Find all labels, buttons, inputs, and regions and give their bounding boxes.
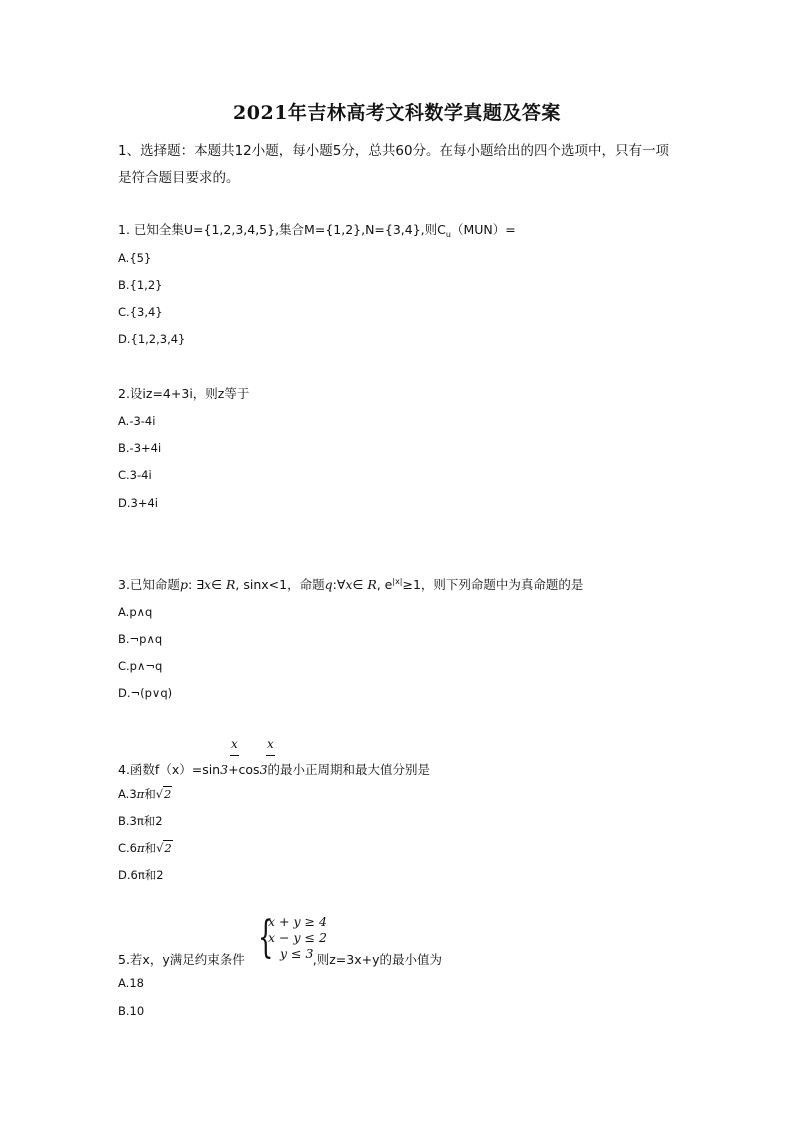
question-2-option-a: A.-3-4i xyxy=(118,414,156,428)
system-brace: { xyxy=(258,912,274,963)
fraction-bar-2 xyxy=(266,755,275,756)
sqrt-symbol: √2 xyxy=(156,841,172,855)
question-3-option-d: D.¬(p∨q) xyxy=(118,686,173,700)
question-2-option-c: C.3-4i xyxy=(118,468,152,482)
question-1-option-c: C.{3,4} xyxy=(118,305,163,319)
question-3-option-b: B.¬p∧q xyxy=(118,632,163,646)
constraint-2: x − y ≤ 2 xyxy=(268,930,327,945)
question-5-option-b: B.10 xyxy=(118,1004,145,1018)
question-4-option-b: B.3π和2 xyxy=(118,814,163,828)
question-1-option-b: B.{1,2} xyxy=(118,278,163,292)
constraint-3: y ≤ 3 xyxy=(280,946,314,961)
question-3-stem: 3.已知命题p: ∃x∈ R, sinx<1，命题q:∀x∈ R, $e^{|x|}\ge 1$，则下列命题中为真命题的是 xyxy=(118,577,584,592)
fraction-numerator-2: x xyxy=(267,737,274,751)
question-1-option-a: A.{5} xyxy=(118,251,152,265)
question-4-option-a: A.3π和√2 xyxy=(118,787,172,801)
question-1-stem: 1. 已知全集U={1,2,3,4,5},集合M={1,2},N={3,4},则$C_u(MUN)=$ xyxy=(118,222,516,239)
constraint-1: x + y ≥ 4 xyxy=(268,914,327,929)
fraction-numerator-1: x xyxy=(231,737,238,751)
question-3-option-c: C.p∧¬q xyxy=(118,659,163,673)
question-2-option-d: D.3+4i xyxy=(118,496,158,510)
sqrt-symbol: √2 xyxy=(155,787,172,801)
fraction-bar-1 xyxy=(230,755,239,756)
question-5-stem: 5.若x，y满足约束条件 ,则z=3x+y的最小值为 xyxy=(118,952,442,967)
question-2-stem: 2.设iz=4+3i，则z等于 xyxy=(118,386,250,401)
question-2-option-b: B.-3+4i xyxy=(118,441,162,455)
question-4-option-d: D.6π和2 xyxy=(118,868,164,882)
question-3-option-a: A.p∧q xyxy=(118,605,153,619)
section-intro: 1、选择题：本题共12小题，每小题5分，总共60分。在每小题给出的四个选项中，只有一项是符合题目要求的。 xyxy=(118,143,670,186)
document-title: 2021年吉林高考文科数学真题及答案 xyxy=(233,102,561,124)
question-1-option-d: D.{1,2,3,4} xyxy=(118,332,186,346)
question-4-option-c: C.6π和√2 xyxy=(118,841,172,855)
question-5-option-a: A.18 xyxy=(118,976,144,990)
question-4-stem: 4.函数f（x）=sin3+cos3的最小正周期和最大值分别是 xyxy=(118,762,431,777)
